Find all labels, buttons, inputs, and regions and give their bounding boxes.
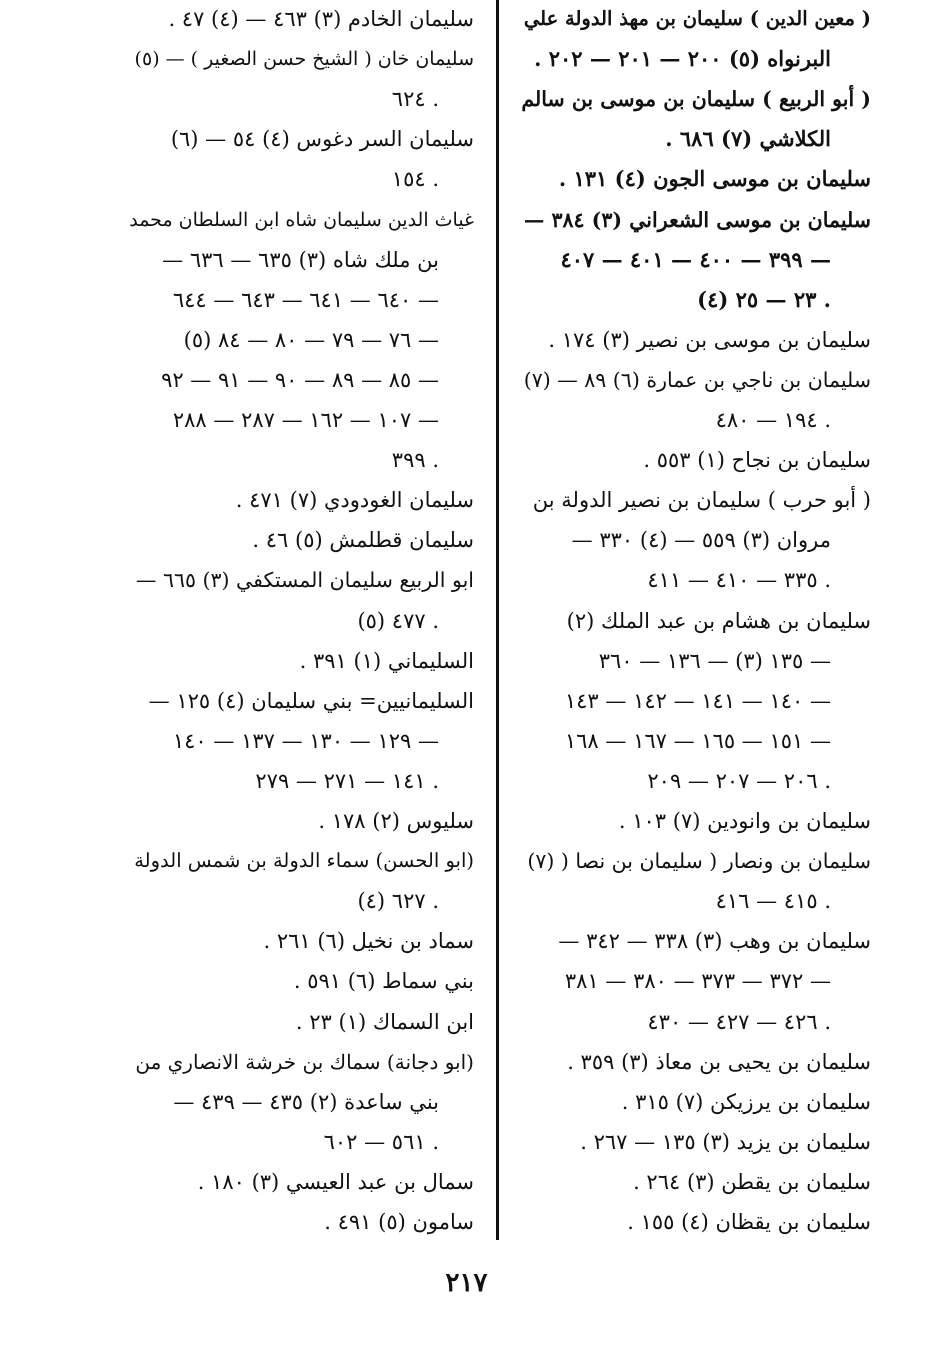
index-entry-line: سليمان بن وهب (٣) ٣٣٨ — ٣٤٢ — bbox=[558, 929, 871, 954]
index-entry-line: ١٥٤ . bbox=[391, 167, 439, 192]
index-entry-line: ٢٠٦ — ٢٠٧ — ٢٠٩ . bbox=[647, 768, 831, 793]
index-entry-line: سليمان بن موسى بن نصير (٣) ١٧٤ . bbox=[548, 327, 871, 352]
index-entry-line: سليمان بن موسى الجون (٤) ١٣١ . bbox=[558, 166, 871, 192]
index-entry-line: سليمان بن ناجي بن عمارة (٦) ٨٩ — (٧) bbox=[523, 367, 871, 392]
index-entry-line: ٣٣٥ — ٤١٠ — ٤١١ . bbox=[647, 568, 831, 593]
index-entry-line: سليمان بن موسى الشعراني (٣) ٣٨٤ — bbox=[523, 207, 871, 232]
index-entry-line: سليوس (٢) ١٧٨ . bbox=[318, 809, 474, 833]
index-entry-line: سليمان بن ونصار ( سليمان بن نصا ( (٧) bbox=[527, 849, 871, 874]
index-entry-line: (ابو دجانة) سماك بن خرشة الانصاري من bbox=[135, 1049, 474, 1074]
index-entry-line: سماد بن نخيل (٦) ٢٦١ . bbox=[263, 929, 474, 954]
index-entry-line: ٤٢٦ — ٤٢٧ — ٤٣٠ . bbox=[647, 1009, 831, 1034]
index-entry-line: سليمان خان ( الشيخ حسن الصغير ) — (٥) bbox=[134, 48, 474, 71]
index-entry-line: ( أبو الربيع ) سليمان بن موسى بن سالم bbox=[521, 87, 871, 112]
index-entry-line: ٦٢٤ . bbox=[391, 87, 439, 112]
index-entry-line: السليماني (١) ٣٩١ . bbox=[299, 648, 474, 673]
index-entry-line: البرنواه (٥) ٢٠٠ — ٢٠١ — ٢٠٢ . bbox=[534, 46, 831, 72]
index-entry-line: ١٤٠ — ١٤١ — ١٤٢ — ١٤٣ — bbox=[564, 688, 831, 713]
index-entry-line: مروان (٣) ٥٥٩ — (٤) ٣٣٠ — bbox=[571, 528, 831, 553]
index-entry-line: سليمان بن هشام بن عبد الملك (٢) bbox=[566, 608, 871, 633]
index-entry-line: سليمان الغودودي (٧) ٤٧١ . bbox=[235, 488, 474, 513]
index-entry-line: سليمان بن يقظان (٤) ١٥٥ . bbox=[627, 1210, 871, 1234]
index-entry-line: (٤) ٦٢٧ . bbox=[357, 889, 439, 914]
index-entry-line: ٤١٥ — ٤١٦ . bbox=[715, 889, 831, 914]
index-entry-line: (٤) ٢٣ — ٢٥ . bbox=[697, 286, 831, 312]
index-entry-line: سليمان بن يقطن (٣) ٢٦٤ . bbox=[633, 1169, 871, 1194]
index-entry-line: الكلاشي (٧) ٦٨٦ . bbox=[665, 126, 831, 152]
index-entry-line: ( معين الدين ) سليمان بن مهذ الدولة علي bbox=[523, 7, 871, 30]
index-entry-line: ١٠٧ — ١٦٢ — ٢٨٧ — ٢٨٨ — bbox=[172, 408, 439, 432]
index-entry-line: سامون (٥) ٤٩١ . bbox=[324, 1210, 474, 1234]
index-entry-line: سمال بن عبد العيسي (٣) ١٨٠ . bbox=[197, 1169, 474, 1194]
index-entry-line: بني سماط (٦) ٥٩١ . bbox=[293, 969, 474, 994]
index-entry-line: (ابو الحسن) سماء الدولة بن شمس الدولة bbox=[134, 849, 474, 873]
index-entry-line: ( أبو حرب ) سليمان بن نصير الدولة بن bbox=[532, 488, 871, 513]
index-entry-line: ١٤١ — ٢٧١ — ٢٧٩ . bbox=[255, 768, 439, 793]
index-entry-line: سليمان بن يزيد (٣) ١٣٥ — ٢٦٧ . bbox=[580, 1129, 871, 1154]
index-entry-line: ابن السماك (١) ٢٣ . bbox=[295, 1009, 474, 1034]
index-entry-line: سليمان قطلمش (٥) ٤٦ . bbox=[252, 528, 474, 553]
index-entry-line: ابو الربيع سليمان المستكفي (٣) ٦٦٥ — bbox=[135, 568, 474, 593]
index-entry-line: ٦٤٠ — ٦٤١ — ٦٤٣ — ٦٤٤ — bbox=[172, 287, 439, 312]
index-entry-line: سليمان الخادم (٣) ٤٦٣ — (٤) ٤٧ . bbox=[168, 7, 474, 31]
index-entry-line: ٣٩٩ . bbox=[391, 448, 439, 473]
index-entry-line: (٥) ٤٧٧ . bbox=[357, 608, 439, 633]
index-entry-line: سليمان بن وانودين (٧) ١٠٣ . bbox=[618, 809, 871, 833]
index-entry-line: سليمان بن نجاح (١) ٥٥٣ . bbox=[643, 448, 871, 473]
index-entry-line: ١٢٩ — ١٣٠ — ١٣٧ — ١٤٠ — bbox=[172, 728, 439, 753]
index-entry-line: غياث الدين سليمان شاه ابن السلطان محمد bbox=[129, 208, 474, 231]
index-entry-line: ٣٩٩ — ٤٠٠ — ٤٠١ — ٤٠٧ — bbox=[560, 246, 831, 272]
index-entry-line: سليمان بن يحيى بن معاذ (٣) ٣٥٩ . bbox=[567, 1049, 871, 1074]
index-entry-line: سليمان السر دغوس (٤) ٥٤ — (٦) bbox=[170, 127, 474, 152]
index-entry-line: بني ساعدة (٢) ٤٣٥ — ٤٣٩ — bbox=[173, 1089, 439, 1114]
index-entry-line: ١٩٤ — ٤٨٠ . bbox=[715, 408, 831, 432]
page-number: ٢١٧ bbox=[445, 1268, 488, 1298]
index-entry-line: السليمانيين= بني سليمان (٤) ١٢٥ — bbox=[148, 688, 474, 713]
index-entry-line: (٥) ٧٦ — ٧٩ — ٨٠ — ٨٤ — bbox=[183, 327, 439, 352]
index-entry-line: ١٥١ — ١٦٥ — ١٦٧ — ١٦٨ — bbox=[564, 728, 831, 753]
column-divider bbox=[496, 0, 499, 1240]
index-entry-line: ٥٦١ — ٦٠٢ . bbox=[323, 1129, 439, 1154]
index-entry-line: ١٣٥ (٣) — ١٣٦ — ٣٦٠ — bbox=[598, 648, 831, 673]
index-entry-line: سليمان بن يرزيكن (٧) ٣١٥ . bbox=[621, 1089, 871, 1114]
index-entry-line: ٨٥ — ٨٩ — ٩٠ — ٩١ — ٩٢ — bbox=[161, 367, 439, 392]
index-entry-line: ٣٧٢ — ٣٧٣ — ٣٨٠ — ٣٨١ — bbox=[564, 969, 831, 994]
index-entry-line: بن ملك شاه (٣) ٦٣٥ — ٦٣٦ — bbox=[162, 247, 439, 272]
